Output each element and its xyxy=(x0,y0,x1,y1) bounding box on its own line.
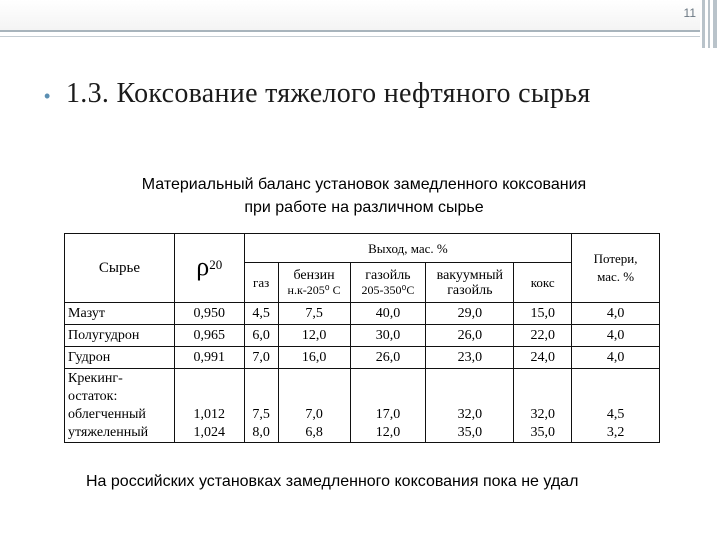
gasoline-light: 7,0 xyxy=(305,407,323,422)
row-gasoil: 30,0 xyxy=(350,325,426,347)
row-losses xyxy=(572,369,660,443)
row-gasoil: 40,0 xyxy=(350,303,426,325)
scanned-table-image xyxy=(60,165,664,505)
density-symbol: ρ xyxy=(196,251,210,281)
header-feed: Сырье xyxy=(65,234,175,303)
header-gasoil-label: газойль xyxy=(365,267,411,283)
header-losses xyxy=(572,234,660,303)
header-coke: кокс xyxy=(514,263,572,303)
row-gasoline: 12,0 xyxy=(278,325,350,347)
row-gasoline xyxy=(278,369,350,443)
slide-right-decoration xyxy=(700,0,720,540)
row-gas: 7,0 xyxy=(244,347,278,369)
losses-light: 4,5 xyxy=(606,407,625,422)
row-vacuum-gasoil: 23,0 xyxy=(426,347,514,369)
density-superscript: 20 xyxy=(209,256,223,272)
gasoline-heavy: 6,8 xyxy=(305,425,323,440)
row-coke xyxy=(514,369,572,443)
row-coke: 22,0 xyxy=(514,325,572,347)
header-gasoil-range: 205-350⁰С xyxy=(361,282,415,297)
page-number: 11 xyxy=(683,6,696,20)
cracking-name-line3: утяжеленный xyxy=(68,424,149,440)
row-gasoil: 26,0 xyxy=(350,347,426,369)
row-gasoline: 16,0 xyxy=(278,347,350,369)
row-losses: 4,0 xyxy=(572,347,660,369)
cracking-name-line2: облегченный xyxy=(68,406,146,422)
row-gas xyxy=(244,369,278,443)
header-density xyxy=(174,234,244,303)
slide-top-rule xyxy=(0,36,700,37)
losses-heavy: 3,2 xyxy=(606,425,625,440)
density-heavy: 1,024 xyxy=(193,425,226,440)
coke-light: 32,0 xyxy=(530,407,555,422)
density-light: 1,012 xyxy=(193,407,226,422)
gas-light: 7,5 xyxy=(252,407,270,422)
header-vacuum-gasoil-line1: вакуумный xyxy=(436,267,503,283)
gasoil-light: 17,0 xyxy=(375,407,401,422)
header-gasoline-label: бензин xyxy=(293,267,335,283)
row-vacuum-gasoil xyxy=(426,369,514,443)
row-gas: 6,0 xyxy=(244,325,278,347)
gasoil-heavy: 12,0 xyxy=(375,425,401,440)
row-name: Полугудрон xyxy=(65,325,175,347)
header-losses-line1: Потери, xyxy=(593,251,638,266)
vacuum-gasoil-light: 32,0 xyxy=(457,407,483,422)
vacuum-gasoil-heavy: 35,0 xyxy=(457,425,483,440)
slide-top-bar xyxy=(0,0,700,32)
row-coke: 15,0 xyxy=(514,303,572,325)
gas-heavy: 8,0 xyxy=(252,425,270,440)
row-density xyxy=(174,369,244,443)
table-row xyxy=(65,347,660,369)
row-density: 0,950 xyxy=(174,303,244,325)
table-row xyxy=(65,303,660,325)
table-caption-line1: Материальный баланс установок замедленного коксования xyxy=(141,176,587,193)
table-row xyxy=(65,325,660,347)
row-gasoil xyxy=(350,369,426,443)
truncated-note-text: На российских установках замедленного коксования пока не удал xyxy=(86,473,579,490)
row-name: Гудрон xyxy=(65,347,175,369)
row-vacuum-gasoil: 26,0 xyxy=(426,325,514,347)
cracking-name-line1: Крекинг-остаток: xyxy=(68,370,123,404)
coke-heavy: 35,0 xyxy=(530,425,555,440)
header-gas: газ xyxy=(244,263,278,303)
bullet-icon: • xyxy=(44,86,51,106)
slide-title: 1.3. Коксование тяжелого нефтяного сырья xyxy=(66,78,591,109)
row-density: 0,991 xyxy=(174,347,244,369)
header-gasoline xyxy=(278,263,350,303)
row-gasoline: 7,5 xyxy=(278,303,350,325)
row-name: Мазут xyxy=(65,303,175,325)
header-gasoline-range: н.к-205⁰ С xyxy=(287,282,341,297)
header-vacuum-gasoil xyxy=(426,263,514,303)
row-losses: 4,0 xyxy=(572,303,660,325)
material-balance-table xyxy=(64,233,660,443)
header-yield: Выход, мас. % xyxy=(244,234,571,263)
table-caption-line2: при работе на различном сырье xyxy=(244,199,484,216)
header-losses-line2: мас. % xyxy=(597,269,635,284)
row-losses: 4,0 xyxy=(572,325,660,347)
row-coke: 24,0 xyxy=(514,347,572,369)
row-vacuum-gasoil: 29,0 xyxy=(426,303,514,325)
row-density: 0,965 xyxy=(174,325,244,347)
table-caption xyxy=(114,173,614,219)
table-row-cracking-residue xyxy=(65,369,660,443)
header-gasoil xyxy=(350,263,426,303)
header-vacuum-gasoil-line2: газойль xyxy=(447,282,493,298)
row-gas: 4,5 xyxy=(244,303,278,325)
row-name-cracking xyxy=(65,369,175,443)
